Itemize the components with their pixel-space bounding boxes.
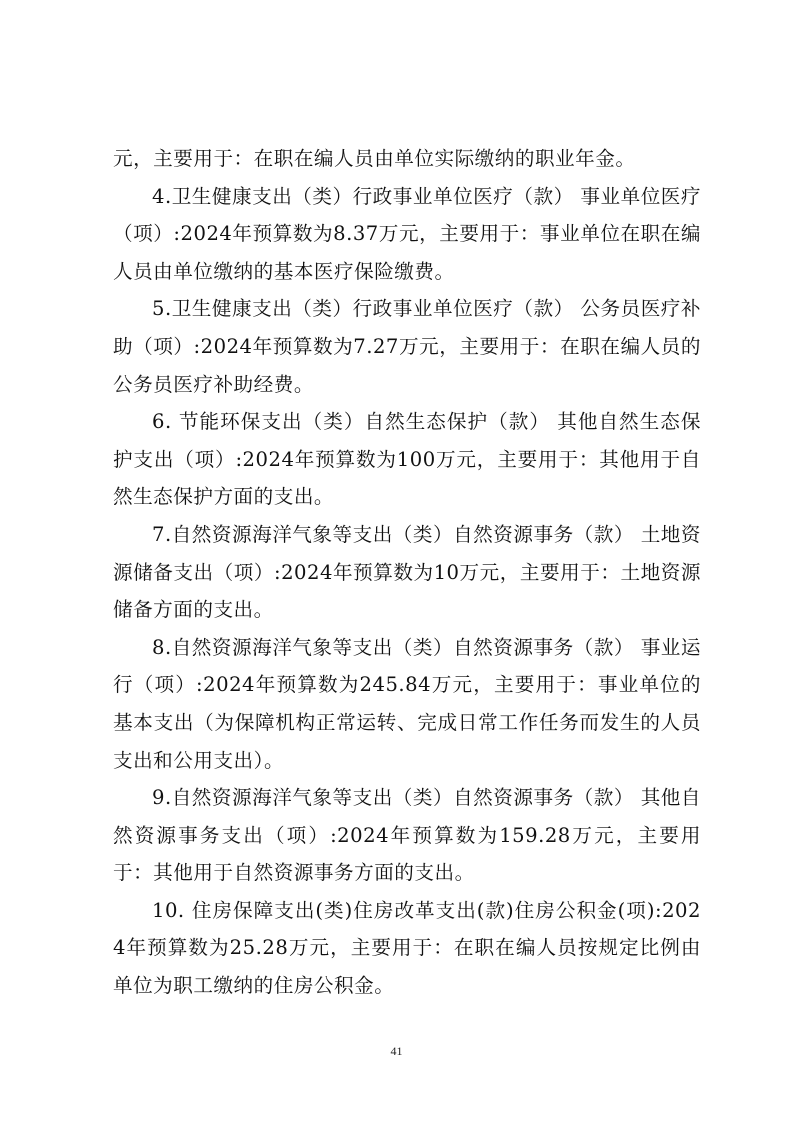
paragraph-item-7: 7.自然资源海洋气象等支出（类）自然资源事务（款） 土地资源储备支出（项）:2024年预算数为10万元，主要用于：土地资源储备方面的支出。 bbox=[113, 522, 702, 622]
paragraph-item-6: 6. 节能环保支出（类）自然生态保护（款） 其他自然生态保护支出（项）:2024年预算数为100万元，主要用于：其他用于自然生态保护方面的支出。 bbox=[113, 410, 701, 509]
paragraph-continuation: 元，主要用于：在职在编人员由单位实际缴纳的职业年金。 bbox=[113, 147, 636, 170]
paragraph-item-10: 10. 住房保障支出(类)住房改革支出(款)住房公积金(项):2024年预算数为25.28万元，主要用于：在职在编人员按规定比例由单位为职工缴纳的住房公积金。 bbox=[113, 898, 701, 998]
paragraph-item-5: 5.卫生健康支出（类）行政事业单位医疗（款） 公务员医疗补助（项）:2024年预算数为7.27万元，主要用于：在职在编人员的公务员医疗补助经费。 bbox=[113, 297, 701, 396]
body-text bbox=[113, 140, 701, 1005]
paragraph-item-9: 9.自然资源海洋气象等支出（类）自然资源事务（款） 其他自然资源事务支出（项）:2024年预算数为159.28万元，主要用于：其他用于自然资源事务方面的支出。 bbox=[113, 786, 702, 885]
paragraph-item-4: 4.卫生健康支出（类）行政事业单位医疗（款） 事业单位医疗（项）:2024年预算数为8.37万元，主要用于：事业单位在职在编人员由单位缴纳的基本医疗保险缴费。 bbox=[113, 184, 701, 283]
page-number: 41 bbox=[390, 1044, 403, 1058]
paragraph-item-8: 8.自然资源海洋气象等支出（类）自然资源事务（款） 事业运行（项）:2024年预算数为245.84万元，主要用于：事业单位的基本支出（为保障机构正常运转、完成日常工作任务而发生的人员支出和公用支出）。 bbox=[113, 635, 702, 772]
